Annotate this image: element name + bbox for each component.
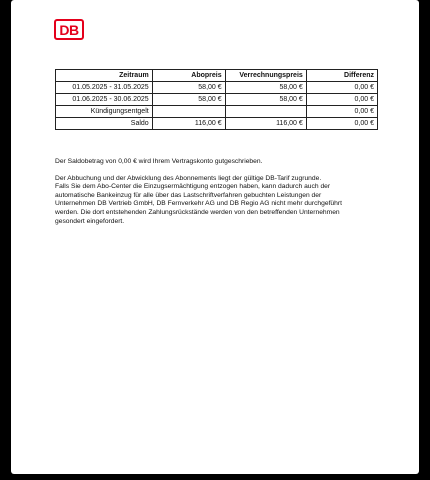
table-cell: 116,00 € — [225, 118, 306, 130]
column-header-verrechnungspreis: Verrechnungspreis — [225, 70, 306, 82]
table-cell: 58,00 € — [225, 94, 306, 106]
table-cell: 58,00 € — [152, 82, 225, 94]
table-cell: 0,00 € — [306, 94, 377, 106]
column-header-abopreis: Abopreis — [152, 70, 225, 82]
table-cell — [225, 106, 306, 118]
table-row — [56, 106, 378, 118]
paragraph-line: gesondert eingefordert. — [55, 217, 125, 225]
table-header-row — [56, 70, 378, 82]
tariff-paragraph — [55, 175, 385, 227]
table-cell: 01.06.2025 - 30.06.2025 — [56, 94, 153, 106]
table-cell: Saldo — [56, 118, 153, 130]
table-cell: 0,00 € — [306, 118, 377, 130]
paragraph-line: Der Abbuchung und der Abwicklung des Abonnements liegt der gültige DB-Tarif zugrunde. — [55, 174, 322, 182]
paragraph-line: automatische Bankeinzug für alle über das Lastschriftverfahren gebuchten Leistungen der — [55, 191, 322, 199]
notes-section — [55, 158, 385, 234]
paragraph-line: Falls Sie dem Abo-Center die Einzugsermächtigung entzogen haben, kann dadurch auch der — [55, 183, 331, 191]
cost-table — [55, 69, 378, 130]
table-cell: 01.05.2025 - 31.05.2025 — [56, 82, 153, 94]
table-cell — [152, 106, 225, 118]
table-row — [56, 82, 378, 94]
table-cell: 0,00 € — [306, 106, 377, 118]
db-logo-text: DB — [59, 21, 79, 38]
column-header-differenz: Differenz — [306, 70, 377, 82]
saldo-note: Der Saldobetrag von 0,00 € wird Ihrem Vertragskonto gutgeschrieben. — [55, 158, 263, 165]
paragraph-line: werden. Die dort entstehenden Zahlungsrückstände werden von den betreffenden Unternehmen — [55, 208, 340, 216]
table-cell: 0,00 € — [306, 82, 377, 94]
table-cell: 58,00 € — [225, 82, 306, 94]
table-cell: 58,00 € — [152, 94, 225, 106]
paragraph-line: Unternehmen DB Vertrieb GmbH, DB Fernverkehr AG und DB Regio AG nicht mehr durchgeführt — [55, 200, 342, 208]
db-logo — [54, 19, 84, 40]
document-page — [11, 0, 419, 474]
table-row — [56, 118, 378, 130]
table-row — [56, 94, 378, 106]
column-header-zeitraum: Zeitraum — [56, 70, 153, 82]
table-cell: Kündigungsentgelt — [56, 106, 153, 118]
table-cell: 116,00 € — [152, 118, 225, 130]
